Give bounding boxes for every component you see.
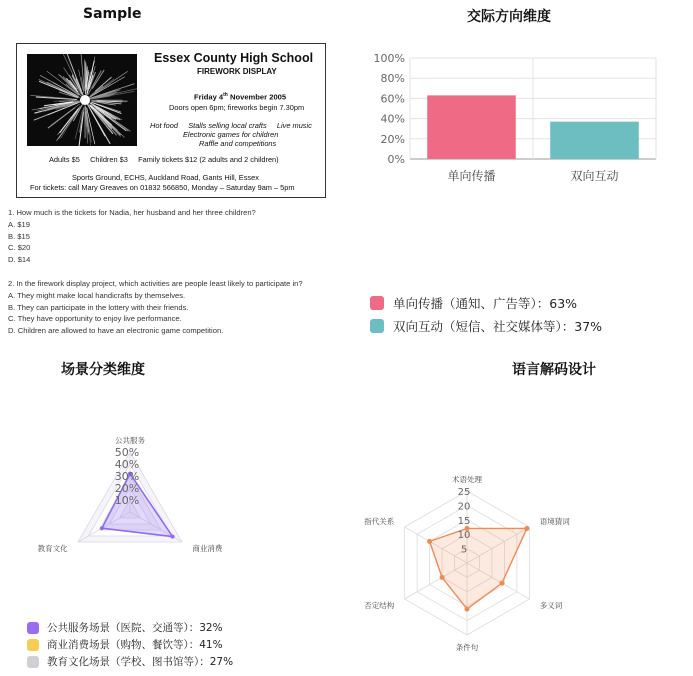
q2-option-a: A. They might make local handicrafts by themselves. bbox=[8, 290, 186, 300]
radar-data-point bbox=[465, 607, 470, 612]
flyer-activities-3: Raffle and competitions bbox=[199, 139, 277, 148]
radar-data-area bbox=[430, 528, 527, 609]
scene-legend-swatch-public bbox=[27, 622, 39, 634]
scene-legend-education bbox=[27, 654, 233, 669]
flyer-school: Essex County High School bbox=[154, 51, 314, 65]
bar-legend-swatch-one-way bbox=[370, 296, 384, 310]
radar-axis-label: 术语处理 bbox=[452, 475, 482, 484]
flyer-times: Doors open 6pm; fireworks begin 7.30pm bbox=[169, 103, 305, 112]
radar-tick-label: 10 bbox=[457, 530, 471, 542]
firework-core bbox=[80, 95, 90, 105]
firework-spark bbox=[61, 104, 83, 138]
firework-spark bbox=[92, 70, 104, 89]
scene-legend-public bbox=[27, 620, 223, 635]
bar-2 bbox=[550, 122, 639, 159]
radar-data-point bbox=[171, 535, 175, 539]
q1-option-d: D. $14 bbox=[8, 255, 31, 265]
radar-axis-label: 语境猜词 bbox=[539, 517, 570, 526]
direction-bar-chart bbox=[360, 40, 680, 190]
radar-axis-label: 条件句 bbox=[455, 643, 479, 652]
q2-option-d: D. Children are allowed to have an electronic game competition. bbox=[8, 326, 224, 336]
scene-legend-label-education: 教育文化场景（学校、图书馆等）：27% bbox=[47, 656, 234, 668]
bar-legend-label-two-way: 双向互动（短信、社交媒体等）：37% bbox=[393, 319, 603, 334]
direction-title: 交际方向维度 bbox=[467, 9, 551, 25]
bar-x-tick-label: 双向互动 bbox=[570, 169, 619, 183]
scene-legend-label-public: 公共服务场景（医院、交通等）：32% bbox=[47, 622, 223, 634]
radar-data-point bbox=[440, 575, 445, 580]
flyer-event: FIREWORK DISPLAY bbox=[197, 67, 277, 76]
radar-tick-label: 40% bbox=[114, 458, 140, 471]
radar-tick-label: 25 bbox=[457, 487, 471, 498]
flyer-prices: Adults $5 Children $3 Family tickets $12 (2 adults and 2 children) bbox=[49, 155, 279, 164]
bar-x-tick-label: 单向传播 bbox=[447, 169, 496, 183]
bar-y-tick-label: 80% bbox=[380, 72, 405, 86]
flyer-venue: Sports Ground, ECHS, Auckland Road, Gants Hill, Essex bbox=[72, 173, 259, 182]
bar-y-tick-label: 20% bbox=[380, 132, 405, 146]
flyer-activities-1: Hot food Stalls selling local crafts Live music bbox=[150, 121, 312, 130]
firework-flyer bbox=[16, 43, 326, 198]
bar-legend-one-way bbox=[370, 294, 577, 312]
firework-spark bbox=[57, 106, 80, 134]
radar-data-point bbox=[499, 581, 504, 586]
bar-y-tick-label: 100% bbox=[373, 52, 405, 65]
firework-spark bbox=[80, 54, 84, 91]
firework-image bbox=[27, 54, 137, 146]
bar-legend-label-one-way: 单向传播（通知、广告等）：63% bbox=[393, 296, 578, 311]
radar-axis-label: 多义词 bbox=[539, 601, 563, 610]
flyer-contact: For tickets: call Mary Greaves on 01832 566850, Monday – Saturday 9am – 5pm bbox=[30, 183, 295, 192]
flyer-date: Friday 4th November 2005 bbox=[194, 92, 287, 102]
radar-axis-label: 公共服务 bbox=[115, 436, 145, 445]
bar-1 bbox=[427, 95, 516, 159]
decode-title: 语言解码设计 bbox=[512, 362, 596, 378]
scene-legend-swatch-commerce bbox=[27, 639, 39, 651]
bar-legend-two-way bbox=[370, 317, 602, 335]
sample-title: Sample bbox=[83, 6, 142, 22]
bar-y-tick-label: 0% bbox=[387, 153, 405, 166]
radar-data-point bbox=[427, 539, 432, 544]
flyer-activities-2: Electronic games for children bbox=[183, 130, 279, 139]
scene-legend-commerce bbox=[27, 637, 223, 652]
radar-axis-label: 否定结构 bbox=[364, 601, 395, 610]
bar-y-tick-label: 40% bbox=[380, 112, 405, 126]
radar-tick-label: 5 bbox=[460, 544, 468, 556]
radar-axis-label: 指代关系 bbox=[364, 517, 395, 526]
firework-spark bbox=[57, 111, 78, 140]
scene-legend-swatch-education bbox=[27, 656, 39, 668]
question-2: 2. In the firework display project, which activities are people least likely to participate in? bbox=[8, 278, 303, 288]
scene-radar-chart bbox=[0, 400, 260, 590]
decode-radar-chart bbox=[360, 460, 590, 660]
radar-data-point bbox=[524, 526, 529, 531]
radar-tick-label: 15 bbox=[457, 515, 471, 527]
q2-option-c: C. They have opportunity to enjoy live performance. bbox=[8, 314, 182, 324]
q1-option-b: B. $15 bbox=[8, 231, 30, 241]
quiz bbox=[8, 207, 338, 337]
question-1: 1. How much is the tickets for Nadia, her husband and her three children? bbox=[8, 208, 256, 217]
radar-axis-label: 商业消费 bbox=[192, 544, 223, 553]
bar-legend-swatch-two-way bbox=[370, 319, 384, 333]
radar-tick-label: 30% bbox=[114, 470, 140, 483]
q1-option-a: A. $19 bbox=[8, 219, 30, 229]
scene-title: 场景分类维度 bbox=[61, 362, 145, 378]
scene-legend-label-commerce: 商业消费场景（购物、餐饮等）：41% bbox=[47, 639, 223, 651]
q2-option-b: B. They can participate in the lottery with their friends. bbox=[8, 302, 189, 312]
bar-y-tick-label: 60% bbox=[380, 92, 405, 106]
radar-tick-label: 50% bbox=[114, 446, 140, 459]
radar-data-point bbox=[100, 526, 104, 530]
radar-tick-label: 10% bbox=[114, 494, 140, 507]
radar-tick-label: 20% bbox=[114, 482, 140, 495]
radar-axis-label: 教育文化 bbox=[37, 544, 68, 553]
q1-option-c: C. $20 bbox=[8, 243, 31, 253]
radar-tick-label: 20 bbox=[457, 501, 471, 513]
firework-burst bbox=[27, 54, 137, 146]
